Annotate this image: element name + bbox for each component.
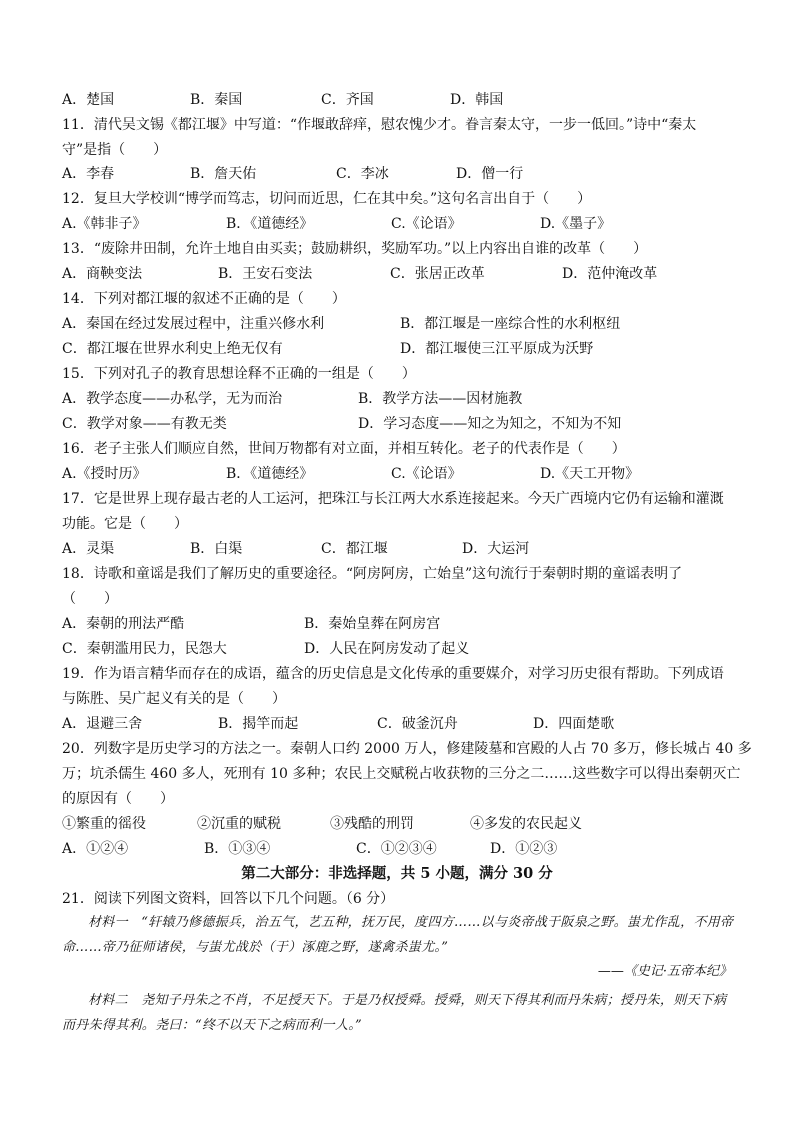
q15-option-c: C．教学对象——有教无类: [62, 416, 227, 432]
q15-option-b: B．教学方法——因材施教: [358, 391, 523, 407]
q11-stem-line1: 11．清代吴文锡《都江堰》中写道：“作堰敢辞痒，慰农愧少才。眷言秦太守，一步一低回。”诗中“秦太: [62, 117, 697, 133]
q20-stem-line3: 的原因有（ ）: [62, 791, 174, 807]
q17-option-b: B．白渠: [190, 541, 243, 557]
q12-stem: 12．复旦大学校训“博学而笃志，切问而近思，仁在其中矣。”这句名言出自于（ ）: [62, 191, 592, 207]
q12-option-b: B．《道德经》: [226, 216, 314, 232]
q16-option-b: B．《道德经》: [226, 466, 314, 482]
q15-stem: 15．下列对孔子的教育思想诠释不正确的一组是（ ）: [62, 366, 416, 382]
q20-item-2: ②沉重的赋税: [197, 816, 281, 832]
q13-option-b: B．王安石变法: [218, 266, 313, 282]
q14-option-d: D．都江堰使三江平原成为沃野: [400, 341, 594, 357]
q13-option-a: A．商鞅变法: [62, 266, 143, 282]
q15-option-d: D．学习态度——知之为知之，不知为不知: [358, 416, 622, 432]
q14-option-a: A．秦国在经过发展过程中，注重兴修水利: [62, 316, 325, 332]
q19-stem-line2: 与陈胜、吴广起义有关的是（ ）: [62, 691, 286, 707]
q16-option-c: C.《论语》: [391, 466, 462, 482]
q18-option-a: A．秦朝的刑法严酷: [62, 616, 185, 632]
q10-option-a: A．楚国: [62, 92, 115, 108]
q17-stem-line1: 17．它是世界上现存最古老的人工运河，把珠江与长江两大水系连接起来。今天广西境内它仍有运输和灌溉: [62, 491, 724, 507]
q20-item-1: ①繁重的徭役: [62, 816, 146, 832]
q10-option-d: D．韩国: [450, 92, 504, 108]
q21-material-2: 材料二 尧知子丹朱之不肖，不足授天下。于是乃权授舜。授舜，则天下得其利而丹朱病；授丹朱，则天下病而丹朱得其利。尧曰：“终不以天下之病而利一人。”: [62, 993, 727, 1033]
q18-option-d: D．人民在阿房发动了起义: [304, 641, 470, 657]
q16-option-a: A.《授时历》: [62, 466, 147, 482]
q19-option-c: C．破釜沉舟: [377, 716, 458, 732]
q13-option-c: C．张居正改革: [390, 266, 485, 282]
q16-stem: 16．老子主张人们顺应自然，世间万物都有对立面，并相互转化。老子的代表作是（ ）: [62, 441, 626, 457]
q14-option-b: B．都江堰是一座综合性的水利枢纽: [400, 316, 621, 332]
q20-item-4: ④多发的农民起义: [470, 816, 582, 832]
q20-item-3: ③残酷的刑罚: [330, 816, 414, 832]
section-heading: 第二大部分：非选择题，共 5 小题，满分 30 分: [241, 865, 553, 882]
q11-option-d: D．僧一行: [456, 166, 524, 182]
q17-option-d: D．大运河: [462, 541, 530, 557]
q16-option-d: D.《天工开物》: [540, 466, 640, 482]
q20-option-c: C．①②③④: [356, 841, 437, 857]
q21-material-1-source: ——《史记·五帝本纪》: [597, 964, 732, 979]
q13-stem: 13．“废除井田制，允许土地自由买卖；鼓励耕织，奖励军功。”以上内容出自谁的改革（ ）: [62, 241, 648, 257]
q14-stem: 14．下列对都江堰的叙述不正确的是（ ）: [62, 291, 346, 307]
q12-option-c: C.《论语》: [391, 216, 462, 232]
q13-option-d: D．范仲淹改革: [562, 266, 658, 282]
q10-option-c: C．齐国: [321, 92, 374, 108]
q18-option-b: B．秦始皇葬在阿房宫: [304, 616, 441, 632]
q11-option-c: C．李冰: [336, 166, 389, 182]
q11-option-a: A．李春: [62, 166, 115, 182]
q19-stem-line1: 19．作为语言精华而存在的成语，蕴含的历史信息是文化传承的重要媒介，对学习历史很有帮助。下列成语: [62, 666, 724, 682]
q19-option-b: B．揭竿而起: [218, 716, 299, 732]
q21-material-1: 材料一 “轩辕乃修德振兵，治五气，艺五种，抚万民，度四方……以与炎帝战于阪泉之野。蚩尤作乱，不用帝命……帝乃征师诸侯，与蚩尤战於（于）涿鹿之野，遂禽杀蚩尤。”: [62, 915, 734, 955]
q18-stem-line1: 18．诗歌和童谣是我们了解历史的重要途径。“阿房阿房，亡始皇”这句流行于秦朝时期的童谣表明了: [62, 566, 683, 582]
q10-option-b: B．秦国: [190, 92, 243, 108]
q14-option-c: C．都江堰在世界水利史上绝无仅有: [62, 341, 283, 357]
q20-option-b: B．①③④: [204, 841, 271, 857]
q11-stem-line2: 守”是指（ ）: [62, 142, 168, 158]
q11-option-b: B．詹天佑: [190, 166, 257, 182]
q21-stem: 21．阅读下列图文资料，回答以下几个问题。（6 分）: [62, 891, 395, 907]
q20-stem-line2: 万；坑杀儒生 460 多人，死刑有 10 多种；农民上交赋税占收获物的三分之二……这些数字可以得出秦朝灭亡: [62, 766, 741, 782]
q12-option-d: D.《墨子》: [540, 216, 612, 232]
q18-option-c: C．秦朝滥用民力，民怨大: [62, 641, 227, 657]
q17-stem-line2: 功能。它是（ ）: [62, 516, 188, 532]
q15-option-a: A．教学态度——办私学，无为而治: [62, 391, 283, 407]
q17-option-c: C．都江堰: [321, 541, 388, 557]
q20-stem-line1: 20．列数字是历史学习的方法之一。秦朝人口约 2000 万人，修建陵墓和宫殿的人占 70 多万，修长城占 40 多: [62, 741, 752, 757]
q18-stem-line2: （ ）: [62, 591, 118, 607]
q19-option-d: D．四面楚歌: [533, 716, 615, 732]
q12-option-a: A.《韩非子》: [62, 216, 147, 232]
q17-option-a: A．灵渠: [62, 541, 115, 557]
q20-option-d: D．①②③: [490, 841, 558, 857]
q19-option-a: A．退避三舍: [62, 716, 143, 732]
q20-option-a: A．①②④: [62, 841, 129, 857]
